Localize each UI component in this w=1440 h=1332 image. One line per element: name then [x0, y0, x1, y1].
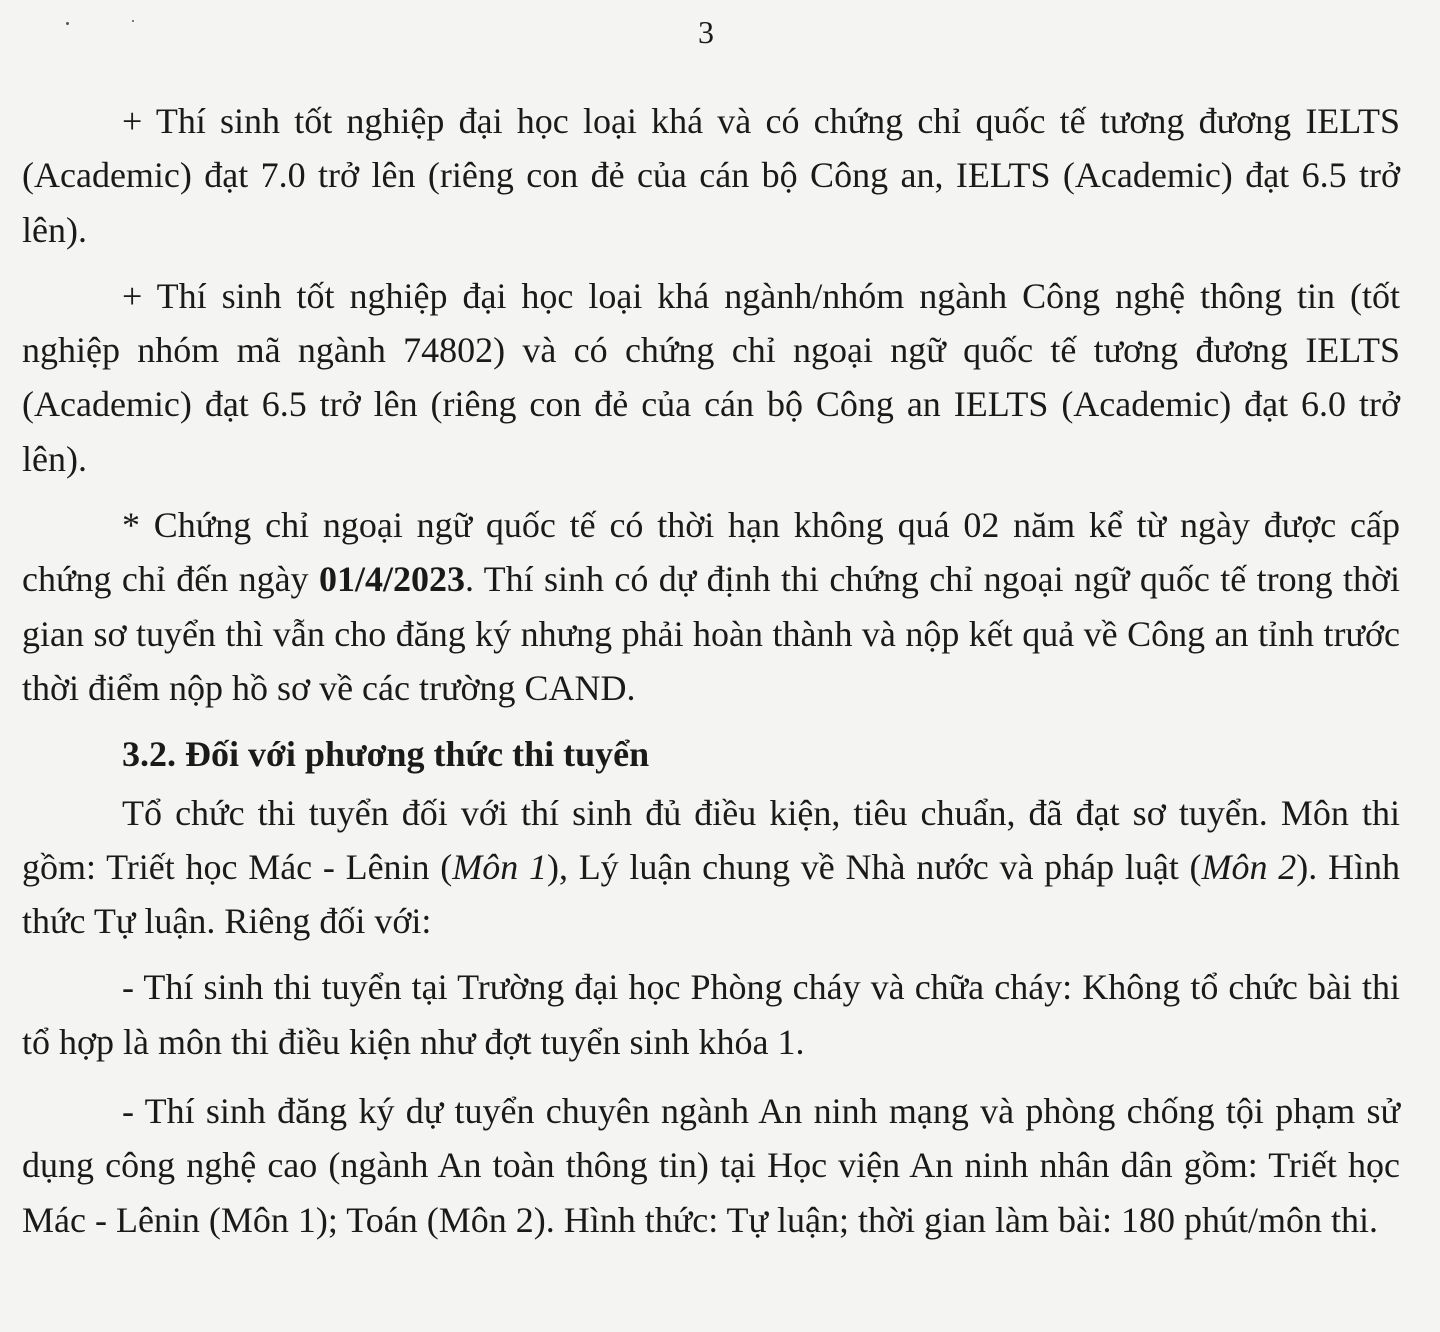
page-number: 3: [698, 14, 714, 50]
certificate-validity-text-start: * Chứng chỉ ngoại ngữ quốc tế có thời hạn không quá 02 năm kể từ ngày được cấp chứng chỉ đến ngày: [22, 505, 1400, 600]
document-body: [22, 94, 1400, 1259]
subject-1-label: Môn 1: [452, 846, 547, 887]
paragraph-ielts-7: + Thí sinh tốt nghiệp đại học loại khá và có chứng chỉ quốc tế tương đương IELTS (Academic) đạt 7.0 trở lên (riêng con đẻ của cán bộ Công an, IELTS (Academic) đạt 6.5 trở lên).: [22, 101, 1400, 250]
paragraph-certificate-validity: [22, 498, 1400, 715]
certificate-validity-text-end: . Thí sinh có dự định thi chứng chỉ ngoại ngữ quốc tế trong thời gian sơ tuyển thì vẫn cho đăng ký nhưng phải hoàn thành và nộp kết quả về Công an tỉnh trước thời điểm nộp hồ sơ về các trường CAND.: [22, 559, 1400, 708]
paragraph-fire-university: - Thí sinh thi tuyển tại Trường đại học Phòng cháy và chữa cháy: Không tổ chức bài thi tổ hợp là môn thi điều kiện như đợt tuyển sinh khóa 1.: [22, 967, 1400, 1062]
exam-subjects-text-c: ). Hình thức Tự luận. Riêng đối với:: [22, 846, 1400, 942]
section-heading-3-2: 3.2. Đối với phương thức thi tuyển: [122, 734, 650, 775]
paragraph-ielts-it: + Thí sinh tốt nghiệp đại học loại khá ngành/nhóm ngành Công nghệ thông tin (tốt nghiệp nhóm mã ngành 74802) và có chứng chỉ ngoại ngữ quốc tế tương đương IELTS (Academic) đạt 6.5 trở lên (riêng con đẻ của cán bộ Công an IELTS (Academic) đạt 6.0 trở lên).: [22, 275, 1400, 479]
deadline-date: 01/4/2023: [318, 559, 465, 600]
paragraph-exam-subjects: [22, 786, 1400, 949]
paragraph-cyber-security: - Thí sinh đăng ký dự tuyển chuyên ngành An ninh mạng và phòng chống tội phạm sử dụng công nghệ cao (ngành An toàn thông tin) tại Học viện An ninh nhân dân gồm: Triết học Mác - Lênin (Môn 1); Toán (Môn 2). Hình thức: Tự luận; thời gian làm bài: 180 phút/môn thi.: [22, 1091, 1400, 1240]
exam-subjects-text-a: Tổ chức thi tuyển đối với thí sinh đủ điều kiện, tiêu chuẩn, đã đạt sơ tuyển. Môn thi gồm: Triết học Mác - Lênin (: [22, 792, 1400, 887]
subject-2-label: Môn 2: [1201, 846, 1297, 887]
exam-subjects-text-b: ), Lý luận chung về Nhà nước và pháp luật (: [546, 846, 1202, 887]
